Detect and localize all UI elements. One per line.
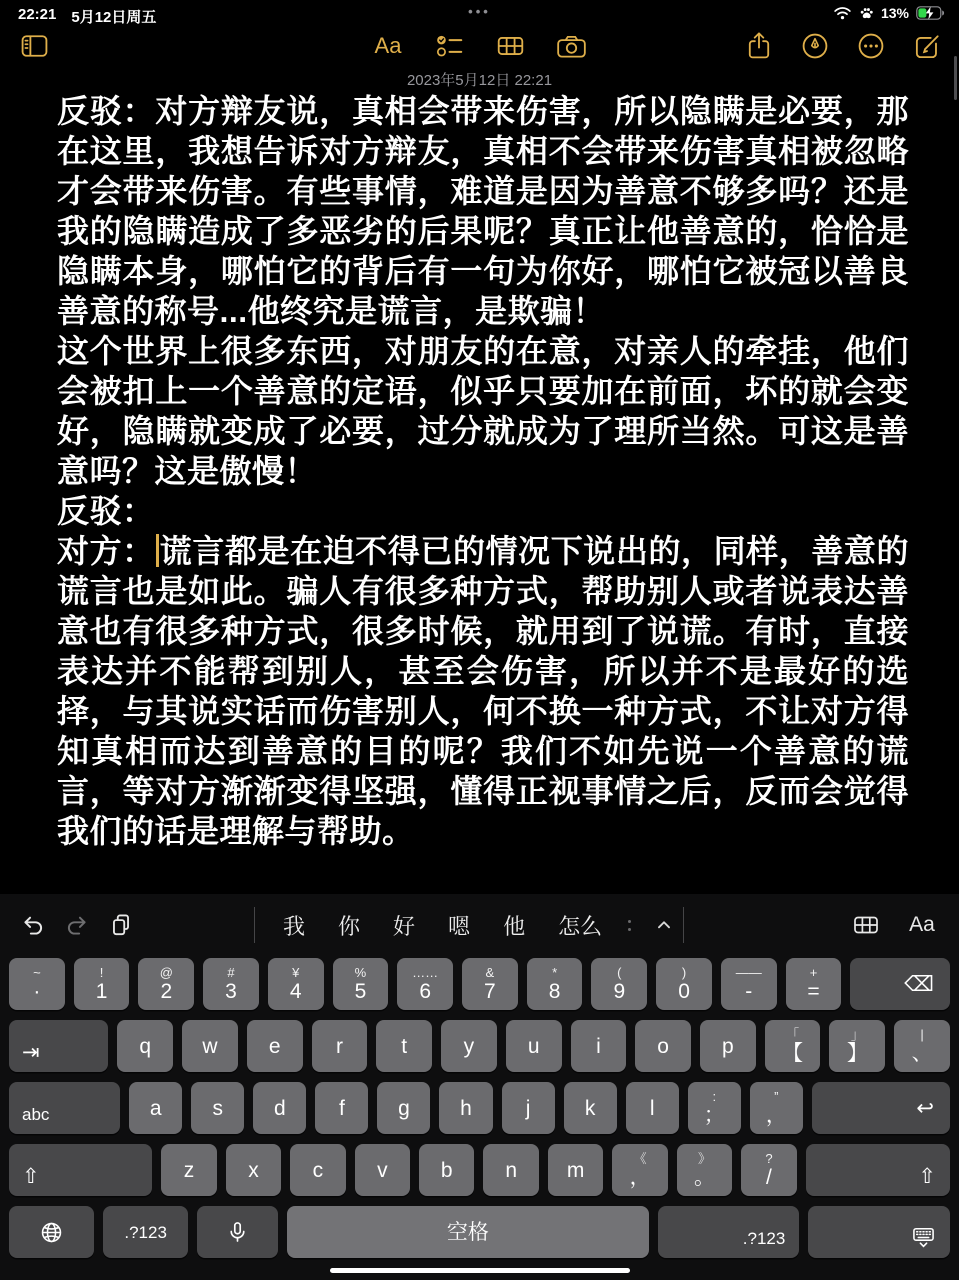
key-space[interactable] bbox=[287, 1206, 649, 1258]
key-label: 7 bbox=[484, 980, 496, 1003]
more-icon bbox=[857, 32, 885, 60]
paragraph-prefix: 对方： bbox=[57, 533, 155, 569]
format-icon: Aa bbox=[374, 33, 402, 58]
candidate-好[interactable]: 好 bbox=[393, 913, 416, 939]
key-label: 」 bbox=[850, 1027, 864, 1042]
camera-button[interactable] bbox=[555, 30, 587, 62]
key-q[interactable] bbox=[117, 1020, 173, 1072]
key-label: g bbox=[398, 1096, 410, 1120]
key-j[interactable] bbox=[502, 1082, 555, 1134]
key-3[interactable] bbox=[203, 958, 259, 1010]
key-label: 1 bbox=[95, 980, 108, 1003]
sidebar-icon bbox=[20, 33, 49, 59]
key-label: 》 bbox=[698, 1151, 712, 1166]
battery-charging-icon bbox=[916, 6, 945, 20]
camera-icon bbox=[555, 33, 587, 60]
key-pipe[interactable] bbox=[894, 1020, 950, 1072]
paragraph-body: 谎言都是在迫不得已的情况下说出的，同样，善意的谎言也是如此。骗人有很多种方式，帮助别人或者说表达善意也有很多种方式，很多时候，就用到了说谎。有时，直接表达并不能帮到别人，甚至会伤害，所以并不是最好的选择，与其说实话而伤害别人，何不换一种方式，不让对方得知真相而达到善意的目的呢？我们不如先说一个善意的谎言，等对方渐渐变得坚强，懂得正视事情之后，反而会觉得我们的话是理解与帮助。 bbox=[57, 533, 909, 849]
key-label: c bbox=[312, 1158, 324, 1182]
candidate-bar bbox=[0, 894, 959, 956]
key-9[interactable] bbox=[591, 958, 647, 1010]
markup-icon bbox=[801, 32, 829, 60]
divider bbox=[683, 907, 684, 943]
key-label: 6 bbox=[419, 980, 432, 1003]
key-label: y bbox=[463, 1034, 475, 1058]
key-label: ⇧ bbox=[22, 1165, 40, 1188]
key-7[interactable] bbox=[462, 958, 518, 1010]
dotted-divider bbox=[628, 920, 631, 931]
key-label: ⇥ bbox=[22, 1041, 40, 1064]
candidate-我[interactable]: 我 bbox=[283, 913, 306, 939]
checklist-button[interactable] bbox=[433, 30, 465, 62]
key-label: % bbox=[354, 965, 367, 980]
key-bracket-open[interactable] bbox=[765, 1020, 821, 1072]
key-label: ， bbox=[629, 1166, 651, 1189]
globe-icon bbox=[39, 1220, 64, 1245]
key-label: 0 bbox=[678, 980, 690, 1003]
undo-icon bbox=[20, 912, 46, 938]
candidate-你[interactable]: 你 bbox=[338, 913, 361, 939]
key-label: t bbox=[401, 1034, 408, 1058]
key-label: 4 bbox=[289, 980, 302, 1003]
key-a[interactable] bbox=[129, 1082, 182, 1134]
key-u[interactable] bbox=[506, 1020, 562, 1072]
key-backspace[interactable] bbox=[850, 958, 950, 1010]
paw-icon bbox=[859, 6, 874, 21]
key-label: ” bbox=[774, 1089, 779, 1104]
key-label: ? bbox=[765, 1151, 773, 1166]
candidate-list bbox=[257, 910, 602, 941]
key-label: s bbox=[212, 1096, 224, 1120]
key-label: · bbox=[33, 980, 41, 1003]
key-label: ⌫ bbox=[904, 972, 934, 996]
key-label: ) bbox=[681, 965, 687, 980]
key-label: 9 bbox=[613, 980, 626, 1003]
note-toolbar bbox=[0, 28, 959, 68]
key-abc[interactable] bbox=[9, 1082, 120, 1134]
key-s[interactable] bbox=[191, 1082, 244, 1134]
onscreen-keyboard bbox=[0, 894, 959, 1280]
redo-icon bbox=[64, 912, 90, 938]
note-date-line: 2023年5月12日 22:21 bbox=[406, 72, 553, 89]
table-icon bbox=[495, 33, 525, 59]
key-label: 《 bbox=[633, 1151, 647, 1166]
key-w[interactable] bbox=[182, 1020, 238, 1072]
text-cursor bbox=[156, 534, 159, 567]
key-label: .?123 bbox=[742, 1229, 786, 1248]
key-label: q bbox=[139, 1034, 152, 1058]
key-d[interactable] bbox=[253, 1082, 306, 1134]
note-paragraph bbox=[57, 531, 909, 851]
key-z[interactable] bbox=[161, 1144, 216, 1196]
key-label: 】 bbox=[846, 1042, 868, 1065]
key-label: ↩ bbox=[916, 1096, 934, 1120]
key-label: r bbox=[335, 1034, 343, 1058]
key-6[interactable] bbox=[397, 958, 453, 1010]
key-label: j bbox=[525, 1096, 531, 1120]
key-label: ( bbox=[617, 965, 622, 980]
key-label: z bbox=[183, 1158, 195, 1182]
note-paragraph: 这个世界上很多东西，对朋友的在意，对亲人的牵挂，他们会被扣上一个善意的定语，似乎只要加在前面，坏的就会变好，隐瞒就变成了必要，过分就成为了理所当然。可这是善意吗？这是傲慢！ bbox=[57, 333, 909, 489]
key-label: & bbox=[485, 965, 495, 980]
key-label: …… bbox=[412, 965, 439, 980]
status-time: 22:21 bbox=[18, 6, 57, 23]
redo-button[interactable] bbox=[60, 908, 94, 942]
key-dismiss[interactable] bbox=[808, 1206, 950, 1258]
key-tab[interactable] bbox=[9, 1020, 108, 1072]
key-n[interactable] bbox=[483, 1144, 538, 1196]
key-label: 。 bbox=[694, 1166, 716, 1189]
more-button[interactable] bbox=[855, 30, 887, 62]
key-o[interactable] bbox=[635, 1020, 691, 1072]
note-text-area[interactable] bbox=[57, 91, 909, 893]
key-label: —— bbox=[735, 965, 762, 980]
key-0[interactable] bbox=[656, 958, 712, 1010]
key-label: = bbox=[807, 980, 820, 1003]
expand-candidates-button[interactable] bbox=[647, 908, 681, 942]
key-angle-open[interactable] bbox=[612, 1144, 667, 1196]
battery-percent: 13% bbox=[880, 5, 909, 21]
key-2[interactable] bbox=[138, 958, 194, 1010]
format-button[interactable] bbox=[372, 30, 404, 62]
dismiss-icon bbox=[911, 1225, 936, 1250]
key-label: 「 bbox=[786, 1027, 800, 1042]
key-v[interactable] bbox=[355, 1144, 410, 1196]
key-label: ! bbox=[99, 965, 104, 980]
key-globe[interactable] bbox=[9, 1206, 94, 1258]
key-numbers-left[interactable] bbox=[103, 1206, 188, 1258]
key-label: ； bbox=[703, 1104, 725, 1127]
markup-button[interactable] bbox=[799, 30, 831, 62]
candidate-怎么[interactable]: 怎么 bbox=[558, 913, 603, 939]
note-paragraph: 反驳：对方辩友说，真相会带来伤害，所以隐瞒是必要，那在这里，我想告诉对方辩友，真相不会带来伤害真相被忽略才会带来伤害。有些事情，难道是因为善意不够多吗？还是我的隐瞒造成了多恶劣的后果呢？真正让他善意的，恰恰是隐瞒本身，哪怕它的背后有一句为你好，哪怕它被冠以善良善意的称号...他终究是谎言，是欺骗！ bbox=[57, 93, 909, 329]
key-angle-close[interactable] bbox=[677, 1144, 732, 1196]
key-label: 空格 bbox=[446, 1220, 489, 1244]
note-paragraph: 反驳： bbox=[57, 493, 155, 529]
share-icon bbox=[746, 31, 772, 61]
multitasking-dots[interactable]: ••• bbox=[468, 4, 491, 19]
compose-button[interactable] bbox=[911, 30, 943, 62]
key-label: v bbox=[377, 1158, 388, 1182]
key-label: e bbox=[268, 1034, 281, 1058]
key-label: w bbox=[202, 1034, 218, 1058]
key-label: .?123 bbox=[124, 1222, 167, 1242]
checklist-icon bbox=[434, 33, 464, 59]
candidate-嗯[interactable]: 嗯 bbox=[448, 913, 471, 939]
key-numbers-right[interactable] bbox=[658, 1206, 800, 1258]
compose-icon bbox=[913, 32, 942, 61]
key-label: @ bbox=[159, 965, 173, 980]
key-x[interactable] bbox=[226, 1144, 281, 1196]
key-question[interactable] bbox=[741, 1144, 796, 1196]
key-label: - bbox=[745, 980, 753, 1003]
key-g[interactable] bbox=[377, 1082, 430, 1134]
key-r[interactable] bbox=[312, 1020, 368, 1072]
key-c[interactable] bbox=[290, 1144, 345, 1196]
format-shortcut-button[interactable] bbox=[905, 908, 939, 942]
key-label: 3 bbox=[225, 980, 237, 1003]
key-label: 5 bbox=[354, 980, 367, 1003]
table-button[interactable] bbox=[494, 30, 526, 62]
key-bracket-close[interactable] bbox=[829, 1020, 885, 1072]
key-shift-right[interactable] bbox=[806, 1144, 950, 1196]
table-shortcut-button[interactable] bbox=[849, 908, 883, 942]
home-indicator[interactable] bbox=[330, 1268, 630, 1273]
key-label: : bbox=[712, 1089, 717, 1104]
key-5[interactable] bbox=[333, 958, 389, 1010]
mic-icon bbox=[225, 1220, 250, 1245]
key-equals[interactable] bbox=[786, 958, 842, 1010]
key-label: x bbox=[248, 1158, 259, 1182]
key-4[interactable] bbox=[268, 958, 324, 1010]
key-dash[interactable] bbox=[721, 958, 777, 1010]
key-label: + bbox=[809, 965, 818, 980]
key-label: # bbox=[227, 965, 235, 980]
key-label: p bbox=[722, 1034, 734, 1058]
wifi-icon bbox=[833, 6, 852, 20]
key-label: m bbox=[566, 1158, 585, 1182]
key-label: h bbox=[460, 1096, 472, 1120]
key-label: d bbox=[273, 1096, 286, 1120]
key-mic[interactable] bbox=[197, 1206, 278, 1258]
key-colon[interactable] bbox=[688, 1082, 741, 1134]
key-8[interactable] bbox=[527, 958, 583, 1010]
key-label: * bbox=[552, 965, 558, 980]
key-e[interactable] bbox=[247, 1020, 303, 1072]
key-label: i bbox=[596, 1034, 601, 1058]
chevron-up-icon bbox=[653, 914, 675, 936]
key-h[interactable] bbox=[439, 1082, 492, 1134]
grid-icon bbox=[852, 913, 880, 937]
key-shift-left[interactable] bbox=[9, 1144, 152, 1196]
key-label: f bbox=[338, 1096, 345, 1120]
status-date: 5月12日周五 bbox=[71, 9, 157, 26]
key-p[interactable] bbox=[700, 1020, 756, 1072]
paste-button[interactable] bbox=[104, 908, 138, 942]
key-label: 【 bbox=[782, 1042, 804, 1065]
key-b[interactable] bbox=[419, 1144, 474, 1196]
key-return[interactable] bbox=[812, 1082, 950, 1134]
keyboard-rows bbox=[0, 956, 959, 1258]
key-i[interactable] bbox=[571, 1020, 627, 1072]
status-bar bbox=[0, 0, 959, 28]
share-button[interactable] bbox=[743, 30, 775, 62]
scrollbar[interactable] bbox=[954, 56, 957, 100]
key-label: ¥ bbox=[292, 965, 300, 980]
key-label: 、 bbox=[911, 1042, 933, 1065]
key-label: u bbox=[527, 1034, 540, 1058]
key-y[interactable] bbox=[441, 1020, 497, 1072]
key-label: | bbox=[920, 1027, 924, 1042]
key-label: b bbox=[440, 1158, 453, 1182]
key-label: a bbox=[149, 1096, 162, 1120]
key-quote[interactable] bbox=[750, 1082, 803, 1134]
sidebar-toggle-button[interactable] bbox=[18, 30, 50, 62]
undo-button[interactable] bbox=[16, 908, 50, 942]
key-m[interactable] bbox=[548, 1144, 603, 1196]
divider bbox=[254, 907, 255, 943]
key-1[interactable] bbox=[74, 958, 130, 1010]
key-label: o bbox=[657, 1034, 669, 1058]
key-k[interactable] bbox=[564, 1082, 617, 1134]
key-label: k bbox=[584, 1096, 596, 1120]
key-f[interactable] bbox=[315, 1082, 368, 1134]
key-label: ⇧ bbox=[918, 1165, 936, 1188]
candidate-他[interactable]: 他 bbox=[503, 913, 526, 939]
key-label: l bbox=[649, 1096, 655, 1120]
key-label: / bbox=[766, 1166, 772, 1189]
key-label: 8 bbox=[548, 980, 561, 1003]
key-label: 2 bbox=[160, 980, 173, 1003]
key-l[interactable] bbox=[626, 1082, 679, 1134]
paste-icon bbox=[108, 912, 134, 938]
format-icon: Aa bbox=[909, 913, 935, 936]
key-label: n bbox=[505, 1158, 518, 1182]
key-tilde-dot[interactable] bbox=[9, 958, 65, 1010]
key-label: ， bbox=[765, 1104, 787, 1127]
key-t[interactable] bbox=[376, 1020, 432, 1072]
key-label: ~ bbox=[33, 965, 41, 980]
key-label: abc bbox=[22, 1105, 50, 1124]
